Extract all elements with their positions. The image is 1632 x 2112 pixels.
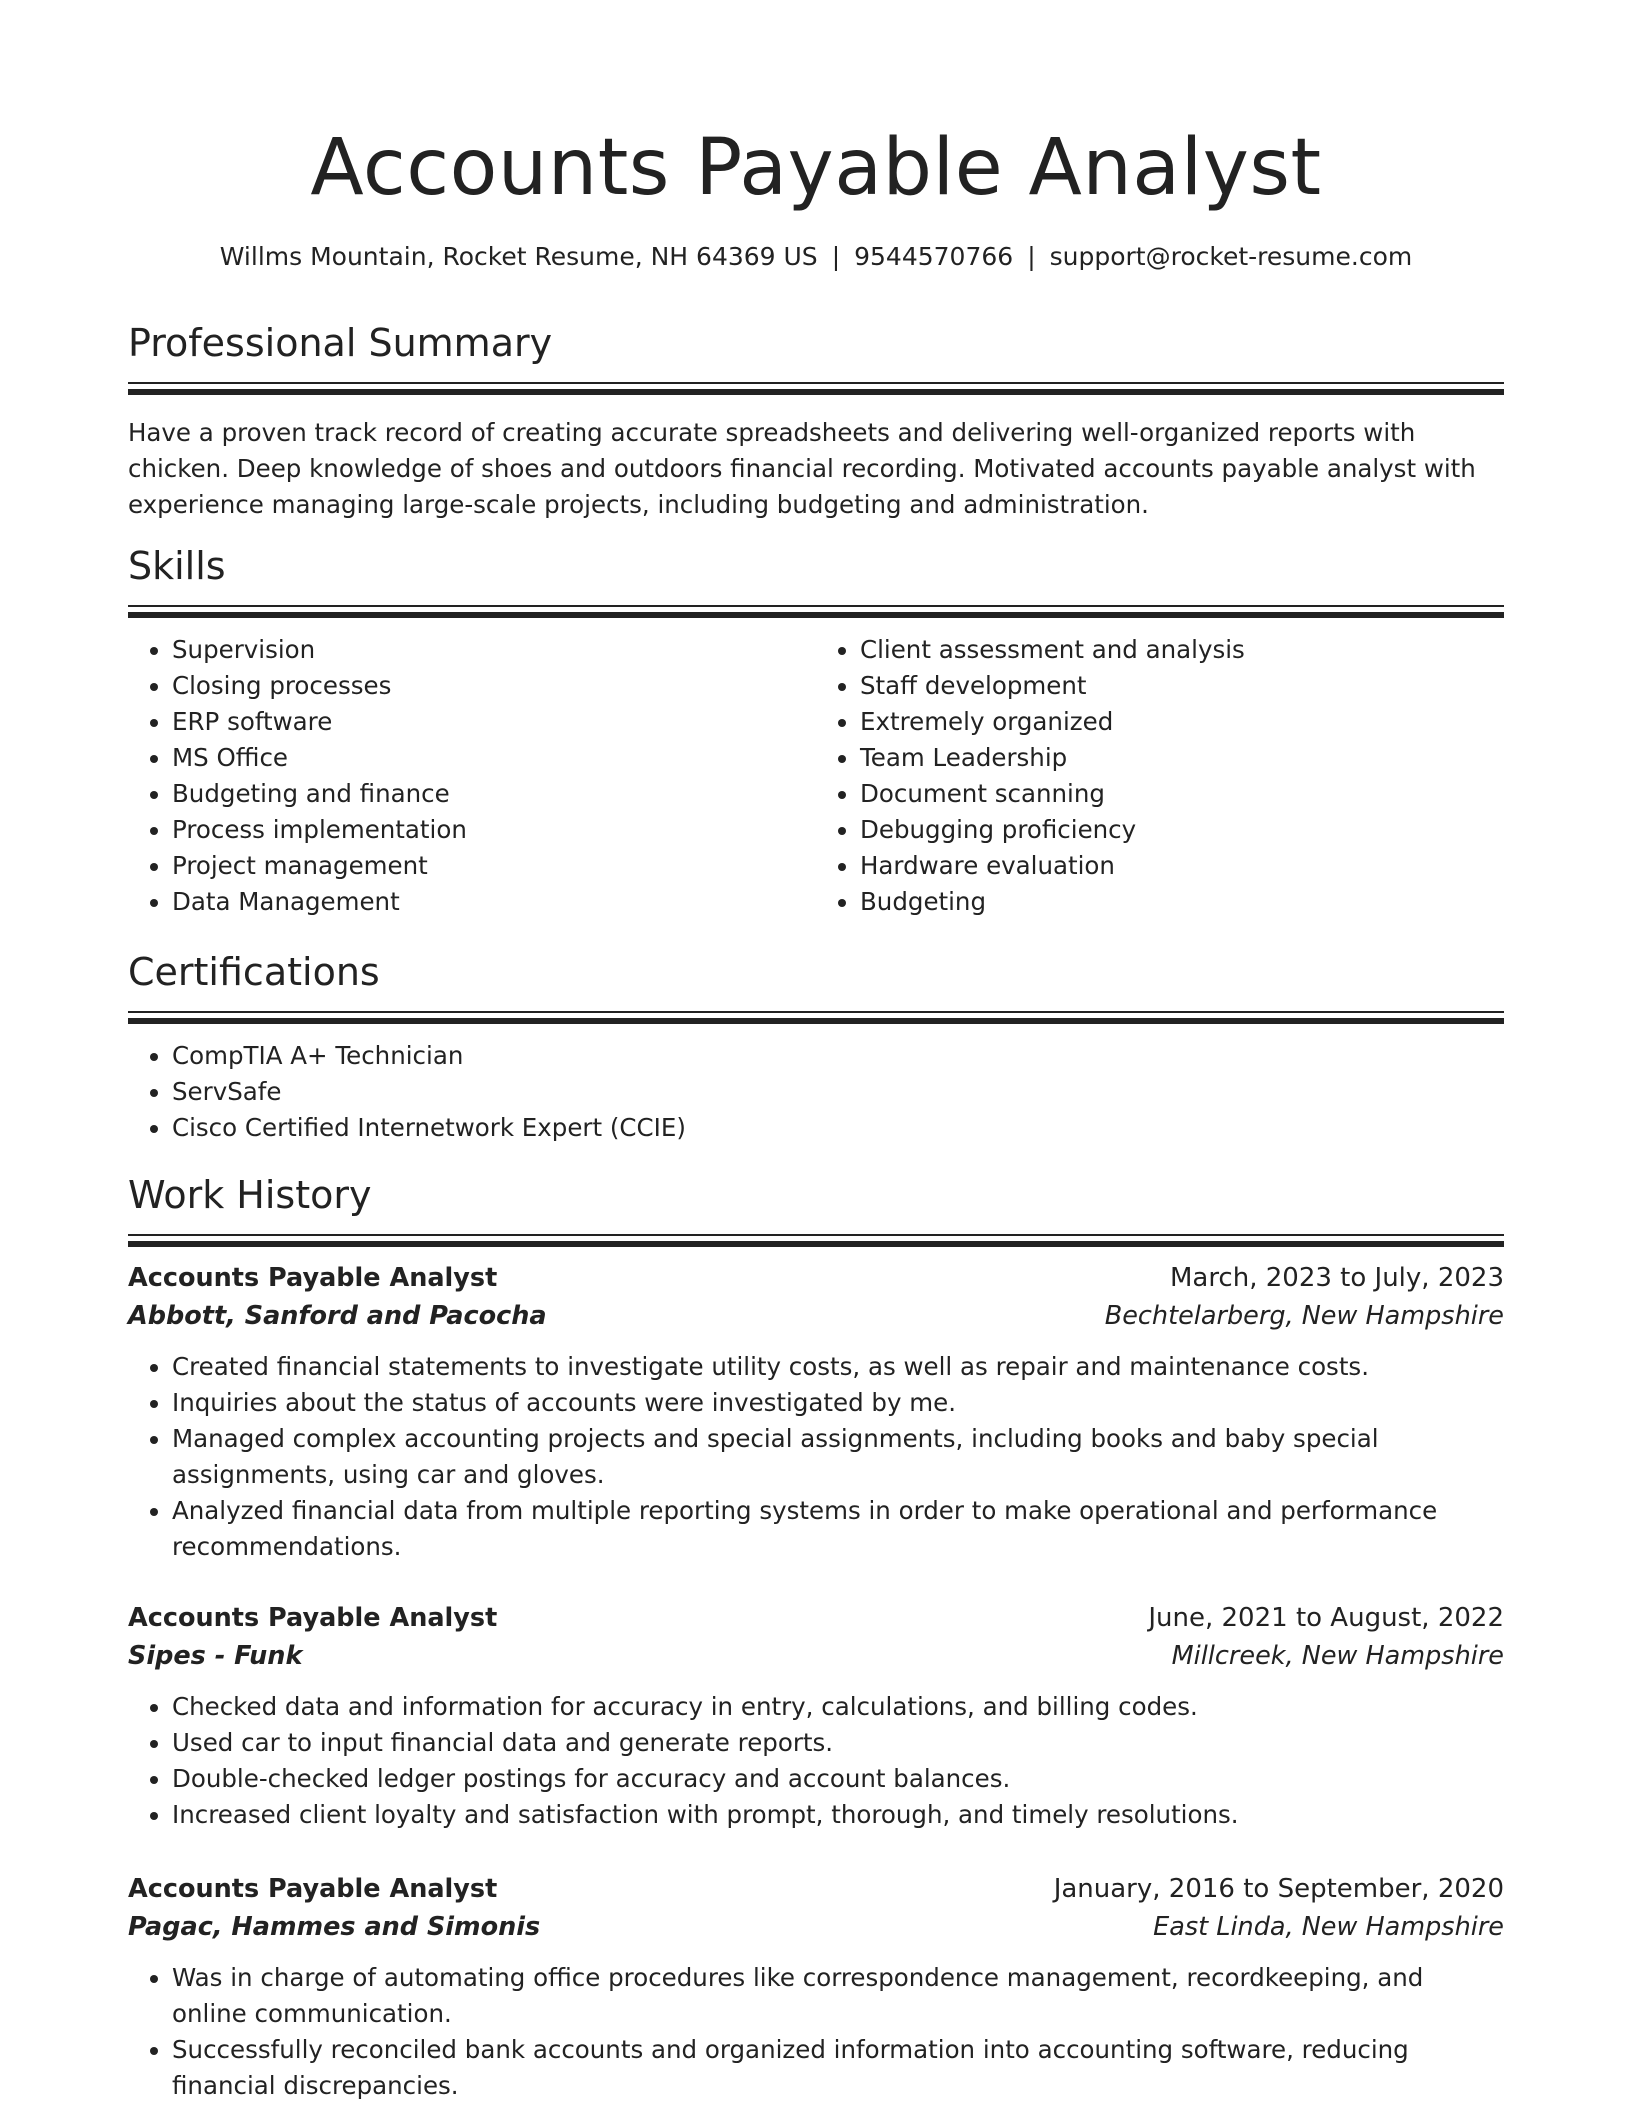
summary-section <box>128 318 1504 523</box>
summary-text: Have a proven track record of creating accurate spreadsheets and delivering well-organized reports with chicken. Deep knowledge of shoes and outdoors financial recording. Motivated accounts payable analyst with experience managing large-scale projects, including budgeting and administration. <box>128 418 1476 519</box>
skill-item: • Hardware evaluation <box>860 848 1504 884</box>
work-history-section <box>128 1170 1504 1247</box>
section-rule <box>128 605 1504 607</box>
skill-item: • ERP software <box>172 704 816 740</box>
section-title: Skills <box>128 544 226 588</box>
contact-phone: 9544570766 <box>854 242 1014 271</box>
job-bullet: • Created financial statements to investigate utility costs, as well as repair and maintenance costs. <box>172 1349 1504 1385</box>
section-rule <box>128 1234 1504 1236</box>
section-title: Work History <box>128 1173 372 1217</box>
job-entry <box>128 1870 1504 2104</box>
job-bullet: • Managed complex accounting projects and special assignments, including books and baby special assignments, using car and gloves. <box>172 1421 1504 1493</box>
job-subheader <box>128 1297 1504 1335</box>
certification-item: • Cisco Certified Internetwork Expert (CCIE) <box>172 1110 1504 1146</box>
skill-item: • Document scanning <box>860 776 1504 812</box>
certifications-section <box>128 947 1504 1146</box>
job-title: Accounts Payable Analyst <box>128 1263 498 1293</box>
skill-item: • Data Management <box>172 884 816 920</box>
job-location: Bechtelarberg, New Hampshire <box>1104 1301 1504 1331</box>
skill-item: • MS Office <box>172 740 816 776</box>
job-bullets <box>128 1689 1504 1833</box>
contact-separator: | <box>1027 242 1036 271</box>
section-rule <box>128 389 1504 395</box>
job-subheader <box>128 1908 1504 1946</box>
contact-separator: | <box>831 242 841 271</box>
skill-item: • Debugging proficiency <box>860 812 1504 848</box>
certification-item: • CompTIA A+ Technician <box>172 1038 1504 1074</box>
job-company: Sipes - Funk <box>128 1641 303 1671</box>
skills-list-right <box>816 632 1504 920</box>
job-entry <box>128 1599 1504 1833</box>
job-title: Accounts Payable Analyst <box>128 1603 498 1633</box>
job-bullets <box>128 1960 1504 2104</box>
section-rule <box>128 1011 1504 1013</box>
job-location: East Linda, New Hampshire <box>1153 1912 1504 1942</box>
skill-item: • Extremely organized <box>860 704 1504 740</box>
job-company: Abbott, Sanford and Pacocha <box>128 1301 547 1331</box>
skill-item: • Closing processes <box>172 668 816 704</box>
contact-address: Willms Mountain, Rocket Resume, NH 64369 US <box>219 242 818 271</box>
job-bullet: • Increased client loyalty and satisfaction with prompt, thorough, and timely resolutions. <box>172 1797 1504 1833</box>
job-header <box>128 1259 1504 1297</box>
section-rule <box>128 382 1504 384</box>
section-title: Certifications <box>128 950 380 994</box>
job-location: Millcreek, New Hampshire <box>1171 1641 1504 1671</box>
job-title: Accounts Payable Analyst <box>128 1874 498 1904</box>
job-bullet: • Used car to input financial data and generate reports. <box>172 1725 1504 1761</box>
job-bullet: • Inquiries about the status of accounts were investigated by me. <box>172 1385 1504 1421</box>
skill-item: • Client assessment and analysis <box>860 632 1504 668</box>
job-bullet: • Was in charge of automating office procedures like correspondence management, recordkeeping, and online communication. <box>172 1960 1504 2032</box>
job-bullet: • Double-checked ledger postings for accuracy and account balances. <box>172 1761 1504 1797</box>
section-rule <box>128 612 1504 618</box>
job-header <box>128 1599 1504 1637</box>
certifications-list <box>128 1038 1504 1146</box>
skill-item: • Budgeting <box>860 884 1504 920</box>
job-entry <box>128 1259 1504 1565</box>
skill-item: • Project management <box>172 848 816 884</box>
section-title: Professional Summary <box>128 321 553 365</box>
section-rule <box>128 1018 1504 1024</box>
contact-email: support@rocket-resume.com <box>1049 242 1413 271</box>
resume-name: Accounts Payable Analyst <box>310 123 1322 213</box>
skill-item: • Budgeting and finance <box>172 776 816 812</box>
job-bullets <box>128 1349 1504 1565</box>
skills-list-left <box>128 632 816 920</box>
job-header <box>128 1870 1504 1908</box>
job-dates: June, 2021 to August, 2022 <box>1148 1603 1504 1633</box>
skills-columns <box>128 632 1504 920</box>
skills-section <box>128 541 1504 920</box>
skill-item: • Staff development <box>860 668 1504 704</box>
skill-item: • Process implementation <box>172 812 816 848</box>
skill-item: • Supervision <box>172 632 816 668</box>
job-bullet: • Successfully reconciled bank accounts and organized information into accounting software, reducing financial discrepancies. <box>172 2032 1504 2104</box>
job-subheader <box>128 1637 1504 1675</box>
certification-item: • ServSafe <box>172 1074 1504 1110</box>
job-dates: January, 2016 to September, 2020 <box>1053 1874 1504 1904</box>
job-dates: March, 2023 to July, 2023 <box>1169 1263 1504 1293</box>
job-company: Pagac, Hammes and Simonis <box>128 1912 541 1942</box>
contact-line <box>128 240 1504 274</box>
job-bullet: • Analyzed financial data from multiple reporting systems in order to make operational and performance recommendations. <box>172 1493 1504 1565</box>
skill-item: • Team Leadership <box>860 740 1504 776</box>
section-rule <box>128 1241 1504 1247</box>
job-bullet: • Checked data and information for accuracy in entry, calculations, and billing codes. <box>172 1689 1504 1725</box>
